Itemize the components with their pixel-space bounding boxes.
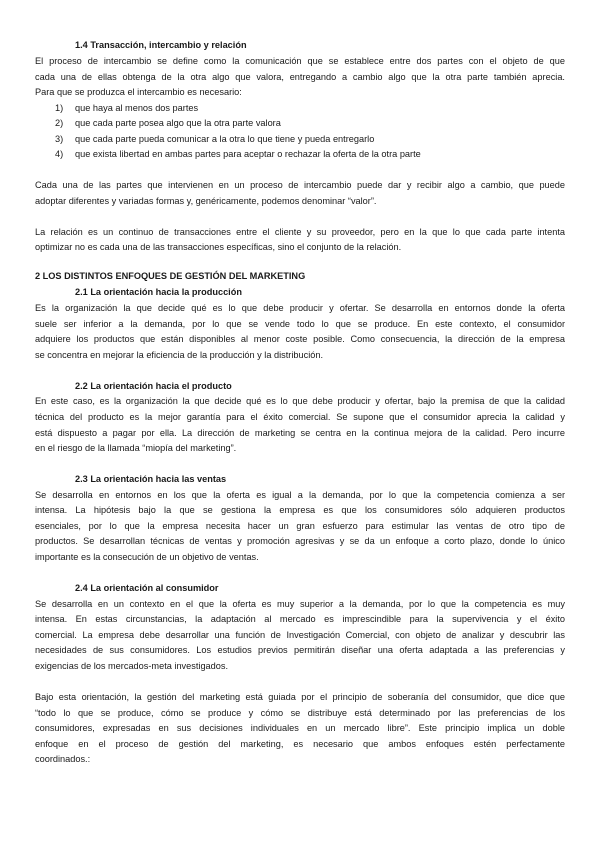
- paragraph-line: intensa. En estas circunstancias, la adaptación al mercado es imprescindible para la supervivencia y el éxito: [35, 614, 565, 624]
- section-2-1-heading: 2.1 La orientación hacia la producción: [75, 287, 242, 297]
- paragraph-line: importante es la consecución de un objetivo de ventas.: [35, 552, 259, 562]
- paragraph-line: El proceso de intercambio se define como la comunicación que se establece entre dos partes con el objeto de que: [35, 56, 565, 66]
- paragraph-line: suele ser inferior a la demanda, por lo que se vende todo lo que se produce. En este contexto, el consumidor: [35, 319, 565, 329]
- paragraph-line: La relación es un continuo de transacciones entre el cliente y su proveedor, pero en la que lo que cada parte intenta: [35, 227, 565, 237]
- list-number: 4): [55, 149, 64, 159]
- paragraph-line: Cada una de las partes que intervienen en un proceso de intercambio puede dar y recibir algo a cambio, que puede: [35, 180, 565, 190]
- paragraph-line: Se desarrolla en un contexto en el que la oferta es muy superior a la demanda, por lo que la competencia es muy: [35, 599, 565, 609]
- section-2-2-heading: 2.2 La orientación hacia el producto: [75, 381, 232, 391]
- paragraph-line: enfoque en el proceso de gestión del marketing, es necesario que ambos enfoques estén perfectamente: [35, 739, 565, 749]
- section-1-4-heading: 1.4 Transacción, intercambio y relación: [75, 40, 247, 50]
- paragraph-line: necesidades de sus consumidores. Los estudios previos permitirán diseñar una oferta adaptada a las preferencias y: [35, 645, 565, 655]
- list-number: 1): [55, 103, 64, 113]
- paragraph-line: consumidores, expresadas en sus decisiones individuales en un mercado libre”. Este principio implica un doble: [35, 723, 565, 733]
- paragraph-line: En este caso, es la organización la que decide qué es lo que debe producir y ofertar, bajo la premisa de que la calidad: [35, 396, 565, 406]
- paragraph-line: técnica del producto es la mejor garantía para el éxito comercial. Se supone que el consumidor aprecia la calidad y: [35, 412, 565, 422]
- list-item: que haya al menos dos partes: [75, 103, 199, 113]
- paragraph-line: exigencias de los mercados-meta investigados.: [35, 661, 229, 671]
- list-item: que exista libertad en ambas partes para aceptar o rechazar la oferta de la otra parte: [75, 149, 421, 159]
- paragraph-line: Se desarrolla en entornos en los que la oferta es igual a la demanda, por lo que la competencia comienza a ser: [35, 490, 565, 500]
- paragraph-line: adquiere los productos que están disponibles al menor coste posible. Como consecuencia, la dirección de la empresa: [35, 334, 565, 344]
- section-2-4-heading: 2.4 La orientación al consumidor: [75, 583, 219, 593]
- paragraph-line: está dispuesto a pagar por ella. La dirección de marketing se centra en la continua mejora de la calidad. Pero incurre: [35, 428, 565, 438]
- paragraph-line: adoptar diferentes y variadas formas y, genéricamente, podemos denominar “valor”.: [35, 196, 377, 206]
- paragraph-line: cada una de ellas obtenga de la otra algo que valora, entregando a cambio algo que la otra parte también aprecia.: [35, 72, 565, 82]
- paragraph-line: comercial. La empresa debe desarrollar una función de Investigación Comercial, con objeto de analizar y descubrir las: [35, 630, 565, 640]
- paragraph-line: esenciales, por lo que la empresa necesita hacer un gran esfuerzo para estimular las ventas de otro tipo de: [35, 521, 565, 531]
- list-item: que cada parte posea algo que la otra parte valora: [75, 118, 281, 128]
- paragraph-line: en el riesgo de la llamada “miopía del marketing”.: [35, 443, 237, 453]
- list-item: que cada parte pueda comunicar a la otra lo que tiene y pueda entregarlo: [75, 134, 375, 144]
- list-number: 3): [55, 134, 64, 144]
- paragraph-line: se concentra en mejorar la eficiencia de la producción y la distribución.: [35, 350, 324, 360]
- paragraph-line: “todo lo que se produce, cómo se produce y cómo se distribuye está determinado por las preferencias de los: [35, 708, 565, 718]
- paragraph-line: productos. Se desarrollan técnicas de ventas y promoción agresivas y se da un enfoque a corto plazo, donde lo único: [35, 536, 565, 546]
- paragraph-line: coordinados.:: [35, 754, 91, 764]
- paragraph-line: Es la organización la que decide qué es lo que debe producir y ofertar. Se desarrolla en entornos donde la oferta: [35, 303, 565, 313]
- paragraph-line: intensa. La hipótesis bajo la que se gestiona la empresa es que los consumidores sólo adquieren productos: [35, 505, 565, 515]
- list-number: 2): [55, 118, 64, 128]
- paragraph-line: Bajo esta orientación, la gestión del marketing está guiada por el principio de soberanía del consumidor, que dice que: [35, 692, 565, 702]
- paragraph-line: Para que se produzca el intercambio es necesario:: [35, 87, 242, 97]
- section-2-3-heading: 2.3 La orientación hacia las ventas: [75, 474, 227, 484]
- paragraph-line: optimizar no es cada una de las transacciones específicas, sino el conjunto de la relación.: [35, 242, 402, 252]
- section-2-heading: 2 LOS DISTINTOS ENFOQUES DE GESTIÓN DEL MARKETING: [35, 271, 306, 281]
